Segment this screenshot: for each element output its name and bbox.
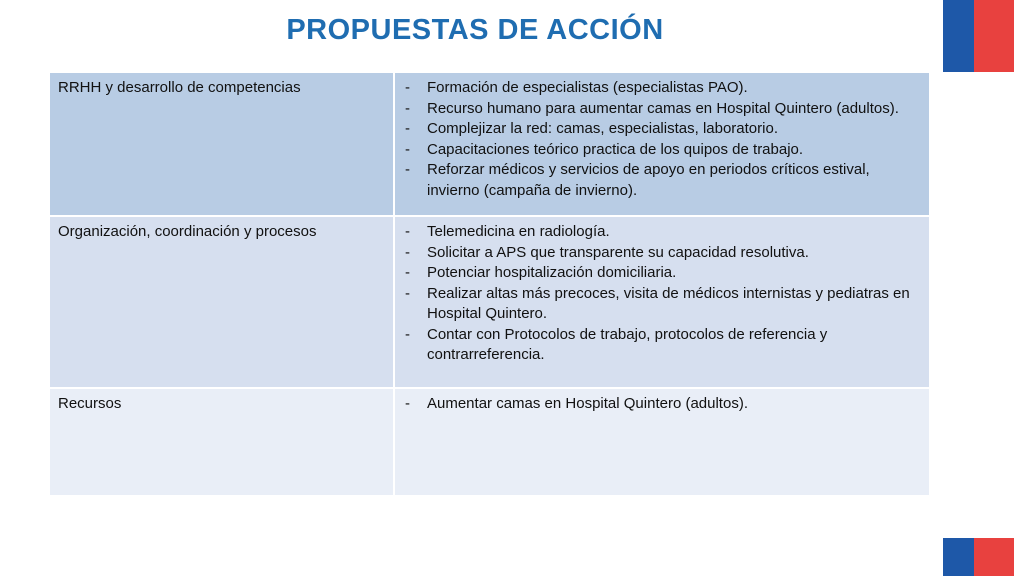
item-text: Telemedicina en radiología. <box>427 223 610 240</box>
table-row <box>49 388 930 496</box>
category-cell: Recursos <box>49 388 394 496</box>
item-text: Contar con Protocolos de trabajo, protocolos de referencia y contrarreferencia. <box>427 325 828 363</box>
items-cell <box>394 388 930 496</box>
items-cell <box>394 72 930 216</box>
item-text: Recurso humano para aumentar camas en Hospital Quintero (adultos). <box>427 99 899 117</box>
items-cell <box>394 216 930 388</box>
list-item: - Recurso humano para aumentar camas en Hospital Quintero (adultos). <box>405 99 899 117</box>
flag-blue-stripe <box>943 538 974 576</box>
item-text: Formación de especialistas (especialistas PAO). <box>427 79 748 96</box>
item-text: Reforzar médicos y servicios de apoyo en periodos críticos estival, invierno (campaña de invierno). <box>427 161 870 199</box>
table-row <box>49 216 930 388</box>
flag-red-stripe <box>974 0 1014 72</box>
item-text: Solicitar a APS que transparente su capacidad resolutiva. <box>427 243 809 261</box>
list-item: - Formación de especialistas (especialistas PAO). <box>405 79 748 96</box>
category-cell: Organización, coordinación y procesos <box>49 216 394 388</box>
table-row <box>49 72 930 216</box>
item-text: Capacitaciones teórico practica de los quipos de trabajo. <box>427 140 804 158</box>
action-list <box>403 394 921 415</box>
list-item: - Aumentar camas en Hospital Quintero (adultos). <box>405 395 748 412</box>
list-item: - Realizar altas más precoces, visita de médicos internistas y pediatras en Hospital Quintero. <box>405 284 910 322</box>
flag-blue-stripe <box>943 0 974 72</box>
flag-red-stripe <box>974 538 1014 576</box>
action-list <box>403 78 921 201</box>
flag-decoration-top <box>943 0 1014 72</box>
list-item: - Capacitaciones teórico practica de los quipos de trabajo. <box>405 140 804 158</box>
list-item: - Reforzar médicos y servicios de apoyo en periodos críticos estival, invierno (campaña de invierno). <box>405 161 870 199</box>
list-item: - Contar con Protocolos de trabajo, protocolos de referencia y contrarreferencia. <box>405 325 828 363</box>
flag-decoration-bottom <box>943 538 1014 576</box>
item-text: Realizar altas más precoces, visita de médicos internistas y pediatras en Hospital Quintero. <box>427 284 910 322</box>
list-item: - Complejizar la red: camas, especialistas, laboratorio. <box>405 120 778 137</box>
list-item: - Telemedicina en radiología. <box>405 223 610 240</box>
action-list <box>403 222 921 366</box>
list-item: - Solicitar a APS que transparente su capacidad resolutiva. <box>405 243 809 261</box>
category-cell: RRHH y desarrollo de competencias <box>49 72 394 216</box>
list-item: - Potenciar hospitalización domiciliaria. <box>405 264 677 281</box>
item-text: Complejizar la red: camas, especialistas, laboratorio. <box>427 120 778 137</box>
item-text: Aumentar camas en Hospital Quintero (adultos). <box>427 395 748 412</box>
actions-table <box>48 71 931 497</box>
item-text: Potenciar hospitalización domiciliaria. <box>427 264 677 281</box>
slide-title: PROPUESTAS DE ACCIÓN <box>286 14 664 46</box>
